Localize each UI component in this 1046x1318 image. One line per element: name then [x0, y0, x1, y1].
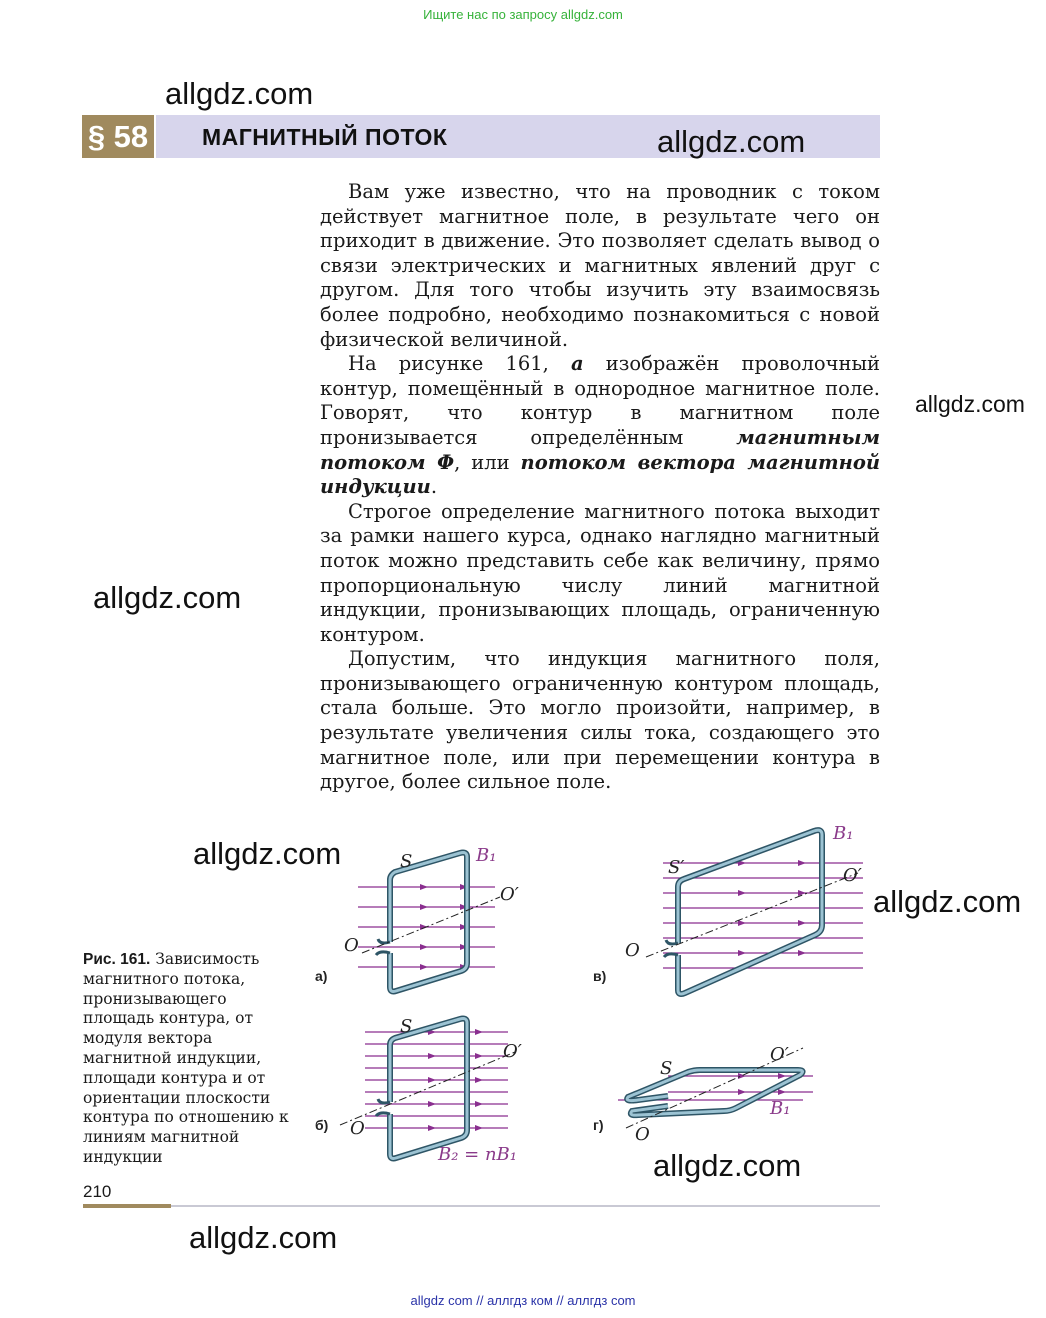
watermark: allgdz.com	[193, 836, 342, 871]
panel-b-label-o-prime: O′	[503, 1041, 522, 1062]
panel-g-label-o: O	[635, 1124, 650, 1145]
panel-g-label-area: S	[660, 1058, 673, 1079]
watermark: allgdz.com	[653, 1148, 802, 1183]
section-number-badge: § 58	[82, 115, 154, 158]
footer-rule	[171, 1205, 880, 1207]
term-flux-of-induction-vector: потоком вектора магнитной индукции	[320, 450, 881, 499]
panel-g-letter: г)	[593, 1117, 604, 1133]
panel-b-label-area: S	[400, 1016, 413, 1037]
watermark: allgdz.com	[93, 580, 242, 615]
panel-a-label-o: O	[344, 935, 359, 956]
panel-b-label-o: O	[350, 1118, 365, 1139]
section-title: МАГНИТНЫЙ ПОТОК	[202, 124, 448, 150]
panel-v-letter: в)	[593, 968, 607, 984]
panel-v-label-vector: B₁	[833, 823, 854, 844]
watermark: allgdz.com	[189, 1220, 338, 1255]
figure-panel-g	[588, 1040, 828, 1150]
figure-caption	[83, 950, 293, 1168]
figure-panel-b	[310, 1010, 540, 1175]
caption-label: Рис. 161.	[83, 951, 151, 968]
panel-g-label-vector: B₁	[770, 1098, 791, 1119]
caption-text: Зависимость магнитного потока, пронизывающего площадь контура, от модуля вектора магнитной индукции, площади контура и от ориентации плоскости контура по отношению к линиям магнитной индукции	[83, 950, 289, 1166]
panel-v-label-area: S′	[668, 857, 685, 878]
figure-panel-v	[588, 815, 878, 1005]
paragraph-2-or: , или	[454, 450, 521, 474]
panel-a-label-vector: B₁	[476, 845, 497, 866]
panel-g-label-o-prime: O′	[770, 1044, 789, 1065]
paragraph-4: Допустим, что индукция магнитного поля, пронизывающего ограниченную контуром площадь, стала больше. Это могло произойти, например, в результате увеличения силы тока, создающего это магнитное поле, или при перемещении контура в другое, более сильное поле.	[320, 647, 880, 794]
panel-a-label-area: S	[400, 851, 413, 872]
paragraph-2-end: .	[430, 475, 438, 499]
paragraph-2-mid: изображён проволочный контур, помещённый в однородное магнитное поле. Говорят, что контур в магнитном поле пронизывается определённым	[320, 352, 880, 449]
panel-b-letter: б)	[315, 1117, 329, 1133]
paragraph-3: Строгое определение магнитного потока выходит за рамки нашего курса, однако наглядно магнитный поток можно представить себе как величину, прямо пропорциональную числу линий магнитной индукции, пронизывающих площадь, ограниченную контуром.	[320, 499, 880, 646]
panel-a-label-o-prime: O′	[500, 884, 519, 905]
header-note: Ищите нас по запросу allgdz.com	[423, 7, 623, 22]
figure-panel-a	[310, 835, 540, 1000]
panel-a-letter: а)	[315, 968, 328, 984]
panel-v-label-o: O	[625, 940, 640, 961]
watermark: allgdz.com	[915, 391, 1025, 417]
term-magnetic-flux: магнитным потоком Φ	[320, 425, 880, 474]
watermark: allgdz.com	[873, 884, 1022, 919]
body-text	[320, 180, 880, 795]
watermark: allgdz.com	[165, 76, 314, 111]
paragraph-2-start: На рисунке 161,	[348, 352, 571, 376]
watermark: allgdz.com	[657, 124, 806, 159]
panel-b-label-vector: B₂ = nB₁	[438, 1144, 518, 1165]
footer-note: allgdz com // аллгдз ком // аллгдз com	[410, 1293, 636, 1308]
paragraph-1: Вам уже известно, что на проводник с током действует магнитное поле, в результате чего он приходит в движение. Это позволяет сделать вывод о связи электрических и магнитных явлений друг с другом. Для того чтобы изучить эту взаимосвязь более подробно, необходимо познакомиться с новой физической величиной.	[320, 180, 880, 351]
paragraph-2	[320, 352, 880, 500]
panel-v-label-o-prime: O′	[843, 865, 862, 886]
footer-rule-accent	[83, 1204, 171, 1208]
figure-letter-ref: а	[570, 352, 584, 376]
page-number: 210	[83, 1182, 112, 1201]
